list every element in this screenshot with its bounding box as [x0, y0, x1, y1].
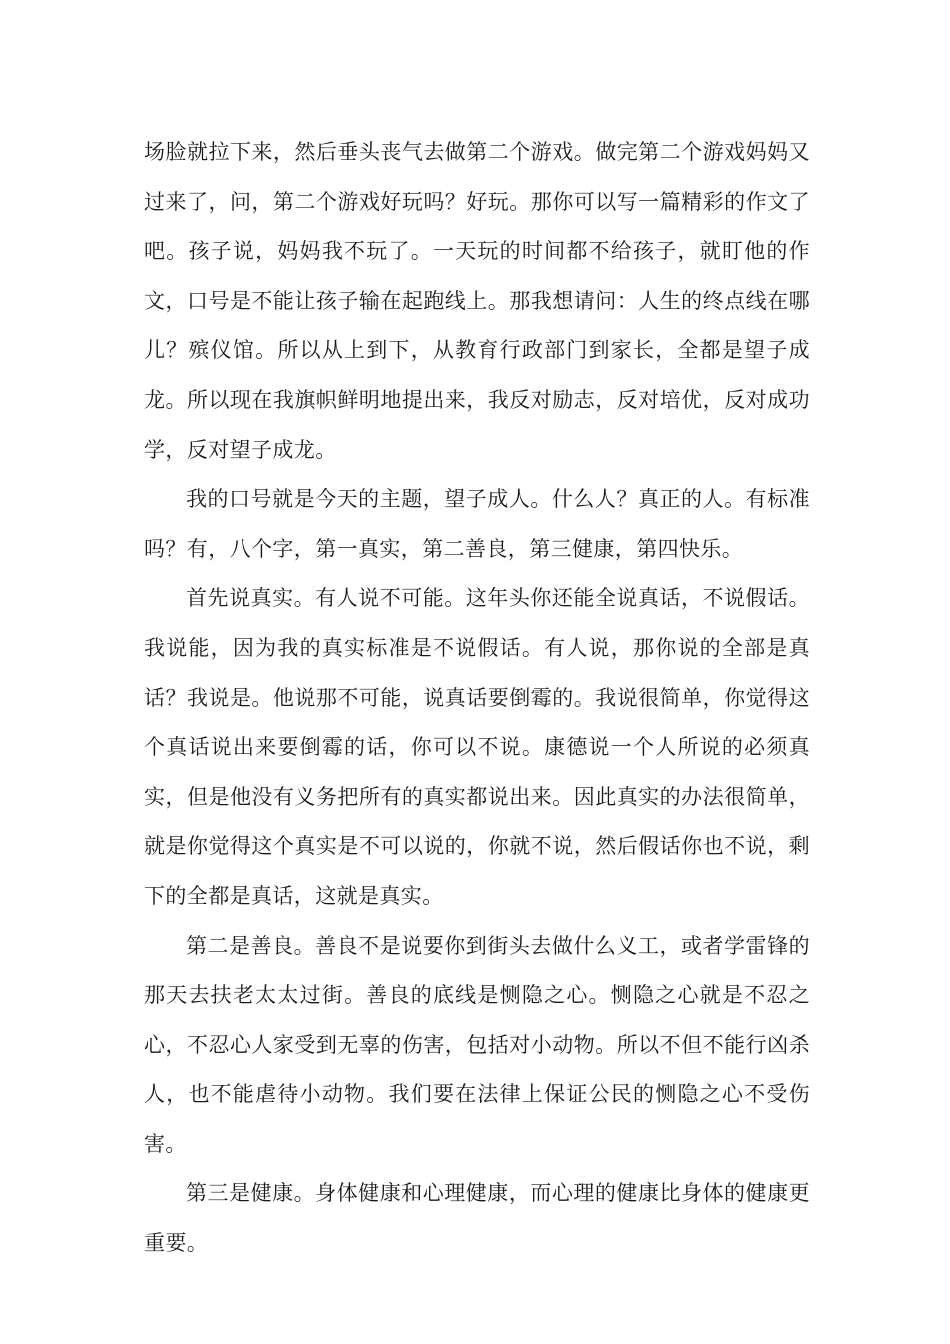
- paragraph-continuation: 场脸就拉下来，然后垂头丧气去做第二个游戏。做完第二个游戏妈妈又过来了，问，第二个游戏好玩吗？好玩。那你可以写一篇精彩的作文了吧。孩子说，妈妈我不玩了。一天玩的时间都不给孩子，就盯他的作文，口号是不能让孩子输在起跑线上。那我想请问：人生的终点线在哪儿？殡仪馆。所以从上到下，从教育行政部门到家长，全都是望子成龙。所以现在我旗帜鲜明地提出来，我反对励志，反对培优，反对成功学，反对望子成龙。: [144, 140, 810, 462]
- paragraph-health: 第三是健康。身体健康和心理健康，而心理的健康比身体的健康更重要。: [144, 1181, 810, 1256]
- document-page: [144, 128, 810, 1269]
- paragraph-motto: 我的口号就是今天的主题，望子成人。什么人？真正的人。有标准吗？有，八个字，第一真实，第二善良，第三健康，第四快乐。: [144, 487, 810, 561]
- paragraph-kindness: 第二是善良。善良不是说要你到街头去做什么义工，或者学雷锋的那天去扶老太太过街。善良的底线是恻隐之心。恻隐之心就是不忍之心，不忍心人家受到无辜的伤害，包括对小动物。所以不但不能行凶杀人，也不能虐待小动物。我们要在法律上保证公民的恻隐之心不受伤害。: [144, 933, 810, 1156]
- paragraph-truthfulness: 首先说真实。有人说不可能。这年头你还能全说真话，不说假话。我说能，因为我的真实标准是不说假话。有人说，那你说的全部是真话？我说是。他说那不可能，说真话要倒霉的。我说很简单，你觉得这个真话说出来要倒霉的话，你可以不说。康德说一个人所说的必须真实，但是他没有义务把所有的真实都说出来。因此真实的办法很简单，就是你觉得这个真实是不可以说的，你就不说，然后假话你也不说，剩下的全都是真话，这就是真实。: [144, 586, 810, 908]
